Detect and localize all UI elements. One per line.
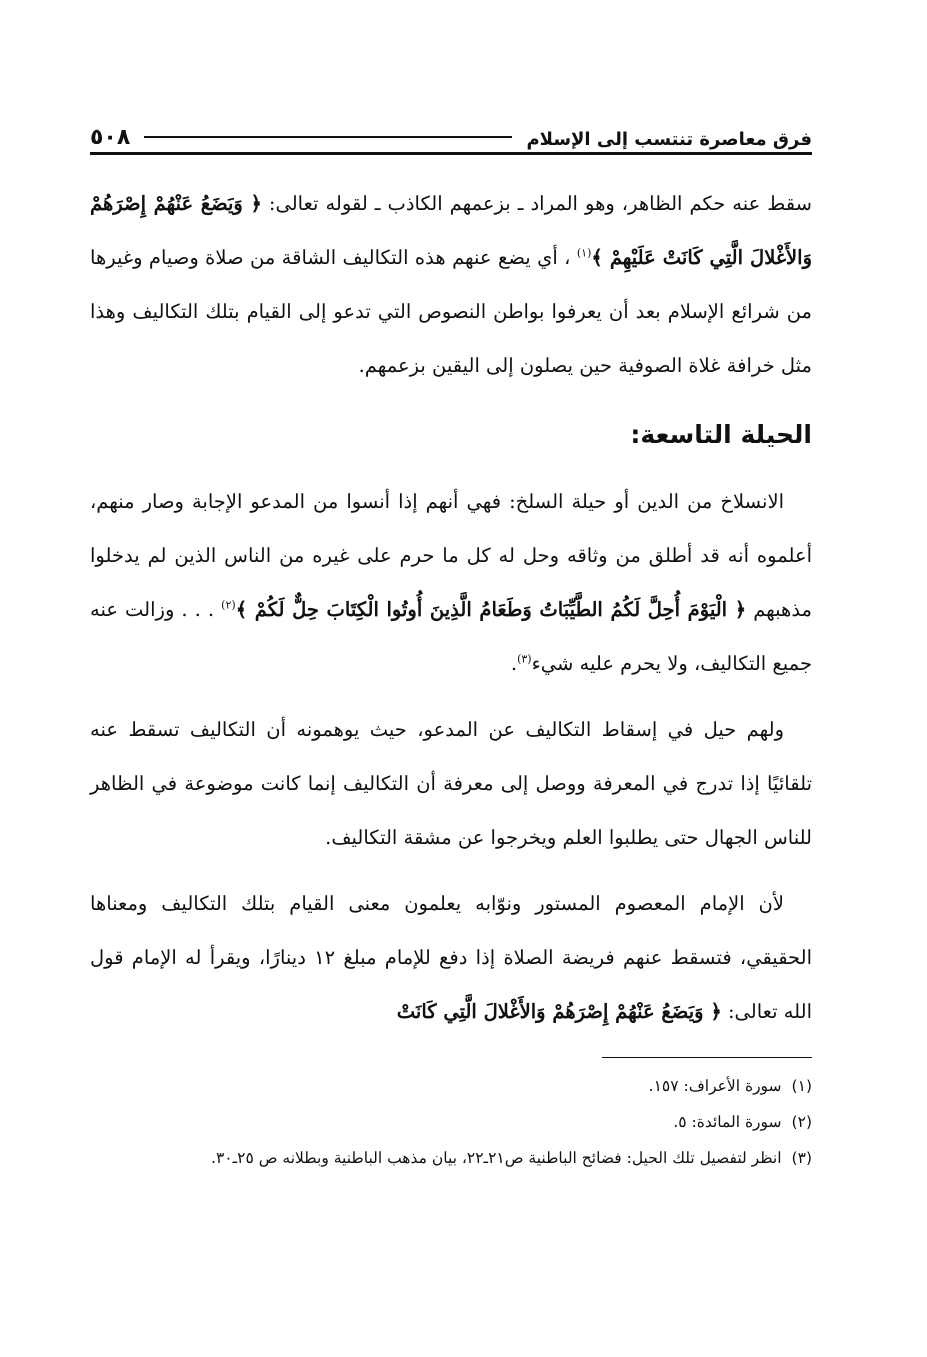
section-heading: الحيلة التاسعة:: [630, 420, 812, 449]
footnote-separator: [602, 1057, 812, 1058]
footnote-ref-2: (٢): [221, 598, 236, 612]
paragraph-text: .: [510, 652, 518, 675]
paragraph-text: ، أي يضع عنهم هذه التكاليف الشاقة من صلاة وصيام وغيرها من شرائع الإسلام بعد أن يعرفوا بواطن النصوص التي تدعو إلى القيام بتلك التكاليف وهذا مثل خرافة غلاة الصوفية حين يصلون إلى اليقين بزعمهم.: [90, 246, 812, 377]
footnote-number: (١): [791, 1077, 812, 1095]
footnote-ref-3: (٣): [517, 652, 532, 666]
paragraph-text: سقط عنه حكم الظاهر، وهو المراد ـ بزعمهم الكاذب ـ لقوله تعالى:: [261, 192, 812, 215]
quran-verse: ﴿ وَيَضَعُ عَنْهُمْ إِصْرَهُمْ وَالأَغْلالَ الَّتِي كَانَتْ عَلَيْهِمْ ﴾: [90, 192, 812, 269]
page-number: ٥٠٨: [90, 125, 131, 150]
paragraph-text: الانسلاخ من الدين أو حيلة السلخ: فهي أنهم إذا أنسوا من المدعو الإجابة وصار منهم، أعلموه أنه قد أطلق من وثاقه وحل له كل ما حرم على غيره من الناس الذين لم يدخلوا مذهبهم: [90, 490, 813, 621]
footnote-text: انظر لتفصيل تلك الحيل: فضائح الباطنية ص٢١ـ٢٢، بيان مذهب الباطنية وبطلانه ص ٢٥ـ٣٠.: [211, 1149, 782, 1167]
main-text: [90, 177, 812, 1039]
paragraph-4: [90, 877, 812, 1039]
paragraph-1: [90, 177, 812, 393]
footnote-item: [90, 1068, 812, 1104]
paragraph-text: لأن الإمام المعصوم المستور ونوّابه يعلمون معنى القيام بتلك التكاليف ومعناها الحقيقي، فتسقط عنهم فريضة الصلاة إذا دفع للإمام مبلغ ١٢ دينارًا، ويقرأ له الإمام قول الله تعالى:: [90, 892, 813, 1023]
header-rule: [144, 136, 512, 138]
quran-verse: ﴿ وَيَضَعُ عَنْهُمْ إِصْرَهُمْ وَالأَغْلالَ الَّتِي كَانَتْ: [396, 1000, 722, 1023]
paragraph-text: . . . وزالت عنه جميع التكاليف، ولا يحرم عليه شيء: [90, 598, 812, 675]
footnote-number: (٣): [791, 1149, 812, 1167]
footnote-number: (٢): [791, 1113, 812, 1131]
footnote-item: [90, 1140, 812, 1176]
footnote-item: [90, 1104, 812, 1140]
footnote-ref-1: (١): [576, 246, 592, 260]
paragraph-2: [90, 475, 812, 691]
book-page: [90, 100, 812, 1320]
running-title: فرق معاصرة تنتسب إلى الإسلام: [526, 129, 812, 150]
footnote-text: سورة المائدة: ٥.: [673, 1113, 782, 1131]
footnote-text: سورة الأعراف: ١٥٧.: [648, 1077, 782, 1095]
paragraph-text: ولهم حيل في إسقاط التكاليف عن المدعو، حيث يوهمونه أن التكاليف تسقط عنه تلقائيًا إذا تدرج في المعرفة ووصل إلى معرفة أن التكاليف إنما كانت موضوعة في الظاهر للناس الجهال حتى يطلبوا العلم ويخرجوا عن مشقة التكاليف.: [90, 718, 812, 849]
paragraph-3: [90, 703, 812, 865]
footnotes: [90, 1068, 812, 1176]
page-header: [90, 100, 812, 155]
quran-verse: ﴿ الْيَوْمَ أُحِلَّ لَكُمُ الطَّيِّبَاتُ وَطَعَامُ الَّذِينَ أُوتُوا الْكِتَابَ حِلٌّ لَكُمْ ﴾: [235, 598, 747, 621]
